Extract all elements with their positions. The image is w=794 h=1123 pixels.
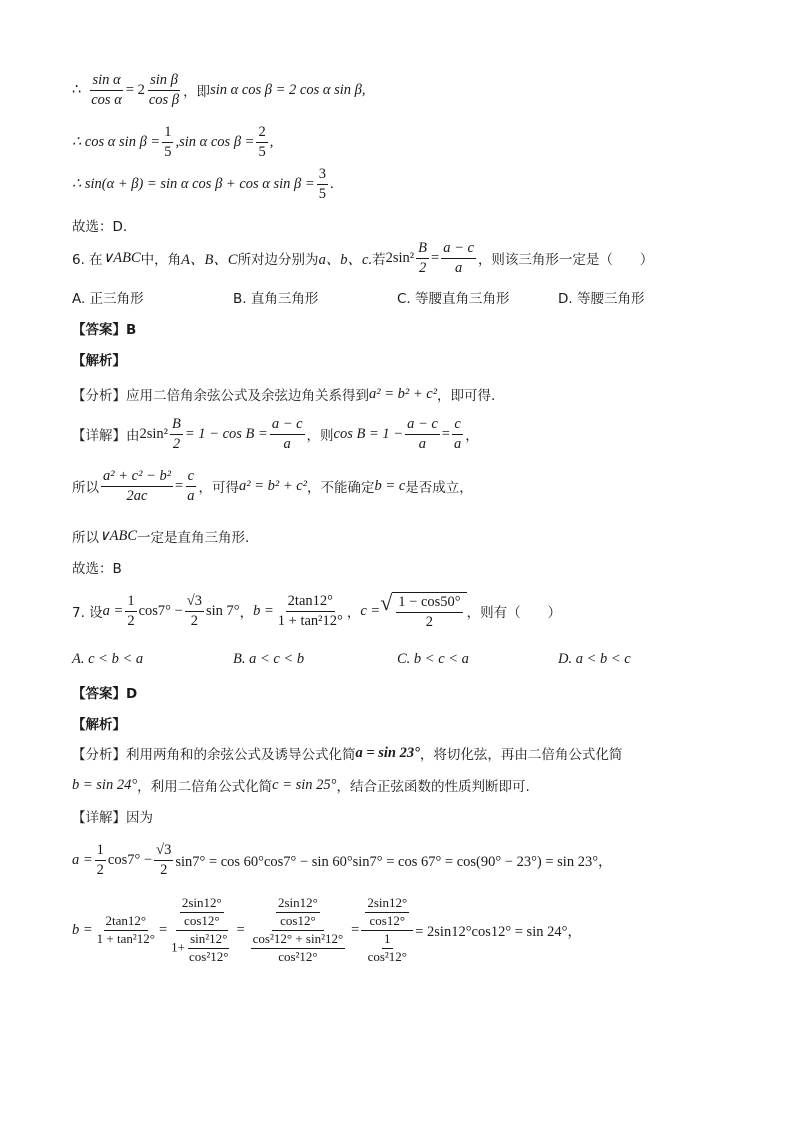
fraction: $\frac{a - c}{a}$	[443, 240, 474, 276]
fraction: $\frac{B}{2}$	[172, 416, 181, 452]
q6-choice-c: C. 等腰直角三角形	[397, 291, 510, 307]
fraction: $\frac{2}{5}$	[258, 124, 266, 160]
q6-so-line: 所以 $\frac{\text{a² + c² − b²}}{2ac}$ = $\frac{c}{a}$ ，可得 a² = b² + c² ，不能确定 b = c 是否成立，	[72, 468, 473, 504]
compound-fraction: $\frac{2\sin 12^\circ}{\cos 12^\circ}$ 1+ $\frac{\text{sin²12°}}{\text{cos²12°}}$	[171, 895, 229, 964]
q7-detail: 【详解】因为	[72, 810, 153, 826]
fraction: $\frac{1}{2}$	[96, 842, 104, 878]
compound-fraction: $\frac{\frac{2\sin 12^\circ}{\cos 12^\circ}}{\frac{1}{\text{cos²12°}}}$	[361, 896, 413, 965]
q6-analysis: 【分析】应用二倍角余弦公式及余弦边角关系得到 a² = b² + c² ，即可得.	[72, 385, 496, 404]
fraction: $\frac{\text{sin α}}{\text{cos α}}$	[91, 72, 122, 108]
fraction: $\frac{\text{a² + c² − b²}}{2ac}$	[103, 468, 172, 504]
fraction: $\frac{B}{2}$	[418, 240, 428, 276]
fraction: $\frac{√3}{2}$	[156, 842, 172, 878]
q7-choice-c: C. b < c < a	[397, 651, 469, 667]
question-7: 7. 设 a = $\frac{1}{2}$ cos7° − $\frac{√3}{2}$ sin 7° ， b = $\frac{2\tan 12^\circ}{\text{1 + tan²12°}}$ ， c = √ $\frac{1 - \cos 50^\circ}{2}$ ，则有（ ）	[72, 590, 562, 630]
q7-analysis-2: b = sin 24° ，利用二倍角公式化简 c = sin 25° ，结合正弦函数的性质判断即可.	[72, 776, 530, 795]
q6-conclusion: 所以 ∨ABC 一定是直角三角形.	[72, 527, 250, 546]
q6-answer: 【答案】B	[72, 322, 137, 338]
eq-line-3: ∴ sin(α + β) = sin α cos β + cos α sin β = $\frac{3}{5}$ .	[72, 166, 334, 202]
q7-analysis: 【分析】利用两角和的余弦公式及诱导公式化简 a = sin 23° ，将切化弦，再由二倍角公式化简	[72, 744, 623, 763]
q6-choice-a: A. 正三角形	[72, 291, 144, 307]
eq-line-1: ∴ $\frac{\text{sin α}}{\text{cos α}}$ = 2 $\frac{\text{sin β}}{\text{cos β}}$ ，即 sin α cos β = 2 cos α sin β,	[72, 72, 366, 108]
therefore-symbol: ∴	[72, 81, 82, 98]
fraction: $\frac{2\tan 12^\circ}{\text{1 + tan²12°}}$	[277, 593, 343, 629]
choose-line: 故选：D.	[72, 219, 128, 235]
q7-eq-a: a = $\frac{1}{2}$ cos7° − $\frac{√3}{2}$ sin7° = cos 60°cos7° − sin 60°sin7° = cos 67° = cos(90° − 23°) = sin 23°，	[72, 842, 613, 878]
q7-eq-b: b = $\frac{2\tan 12^\circ}{\text{1 + tan²12°}}$ = $\frac{2\sin 12^\circ}{\cos 12^\circ}$ 1+ $\frac{\text{sin²12°}}{\text{cos²12°}}$ = $\frac{\frac{2\sin 12^\circ}{\cos 12^\circ}}{\frac{\text{cos²12° + sin²12°}}{\text{cos²12°}}}$ = $\frac{\frac{2\sin 12^\circ}{\cos 12^\circ}}{\frac{1}{\text{cos²12°}}}$ = 2sin12°cos12° = sin 24°，	[72, 895, 582, 964]
q6-jiexi: 【解析】	[72, 353, 126, 369]
fraction: $\frac{3}{5}$	[318, 166, 326, 202]
q7-choice-a: A. c < b < a	[72, 651, 144, 667]
q7-choice-d: D. a < b < c	[558, 651, 631, 667]
fraction: $\frac{c}{a}$	[187, 468, 195, 504]
q6-detail: 【详解】由 2sin² $\frac{B}{2}$ = 1 − cos B = $\frac{a - c}{a}$ ，则 cos B = 1 − $\frac{a - c}{a}$ = $\frac{c}{a}$ ，	[72, 416, 479, 452]
q6-choose: 故选：B	[72, 561, 122, 577]
fraction: $\frac{a - c}{a}$	[407, 416, 438, 452]
fraction: $\frac{2\tan 12^\circ}{\text{1 + tan²12°}}$	[96, 912, 155, 946]
fraction: $\frac{\text{sin β}}{\text{cos β}}$	[148, 72, 180, 108]
sqrt: √ $\frac{1 - \cos 50^\circ}{2}$	[380, 592, 466, 630]
question-6: 6. 在 ∨ABC 中，角 A、B、C 所对边分别为 a、b、c. 若 2sin² $\frac{B}{2}$ = $\frac{a - c}{a}$ ，则该三角形一定是（ ）	[72, 240, 654, 276]
eq-line-2: ∴ cos α sin β = $\frac{1}{5}$ ,sin α cos β = $\frac{2}{5}$ ,	[72, 124, 274, 160]
q6-choice-b: B. 直角三角形	[233, 291, 319, 307]
fraction: $\frac{c}{a}$	[453, 416, 462, 452]
q6-choice-d: D. 等腰三角形	[558, 291, 645, 307]
fraction: $\frac{√3}{2}$	[186, 593, 202, 629]
q7-choice-b: B. a < c < b	[233, 651, 305, 667]
fraction: $\frac{1}{2}$	[127, 593, 135, 629]
compound-fraction: $\frac{\frac{2\sin 12^\circ}{\cos 12^\circ}}{\frac{\text{cos²12° + sin²12°}}{\text{cos²12°}}}$	[252, 895, 344, 964]
q7-answer: 【答案】D	[72, 686, 138, 702]
fraction: $\frac{1}{5}$	[164, 124, 172, 160]
q7-jiexi: 【解析】	[72, 717, 126, 733]
fraction: $\frac{a - c}{a}$	[271, 416, 303, 452]
